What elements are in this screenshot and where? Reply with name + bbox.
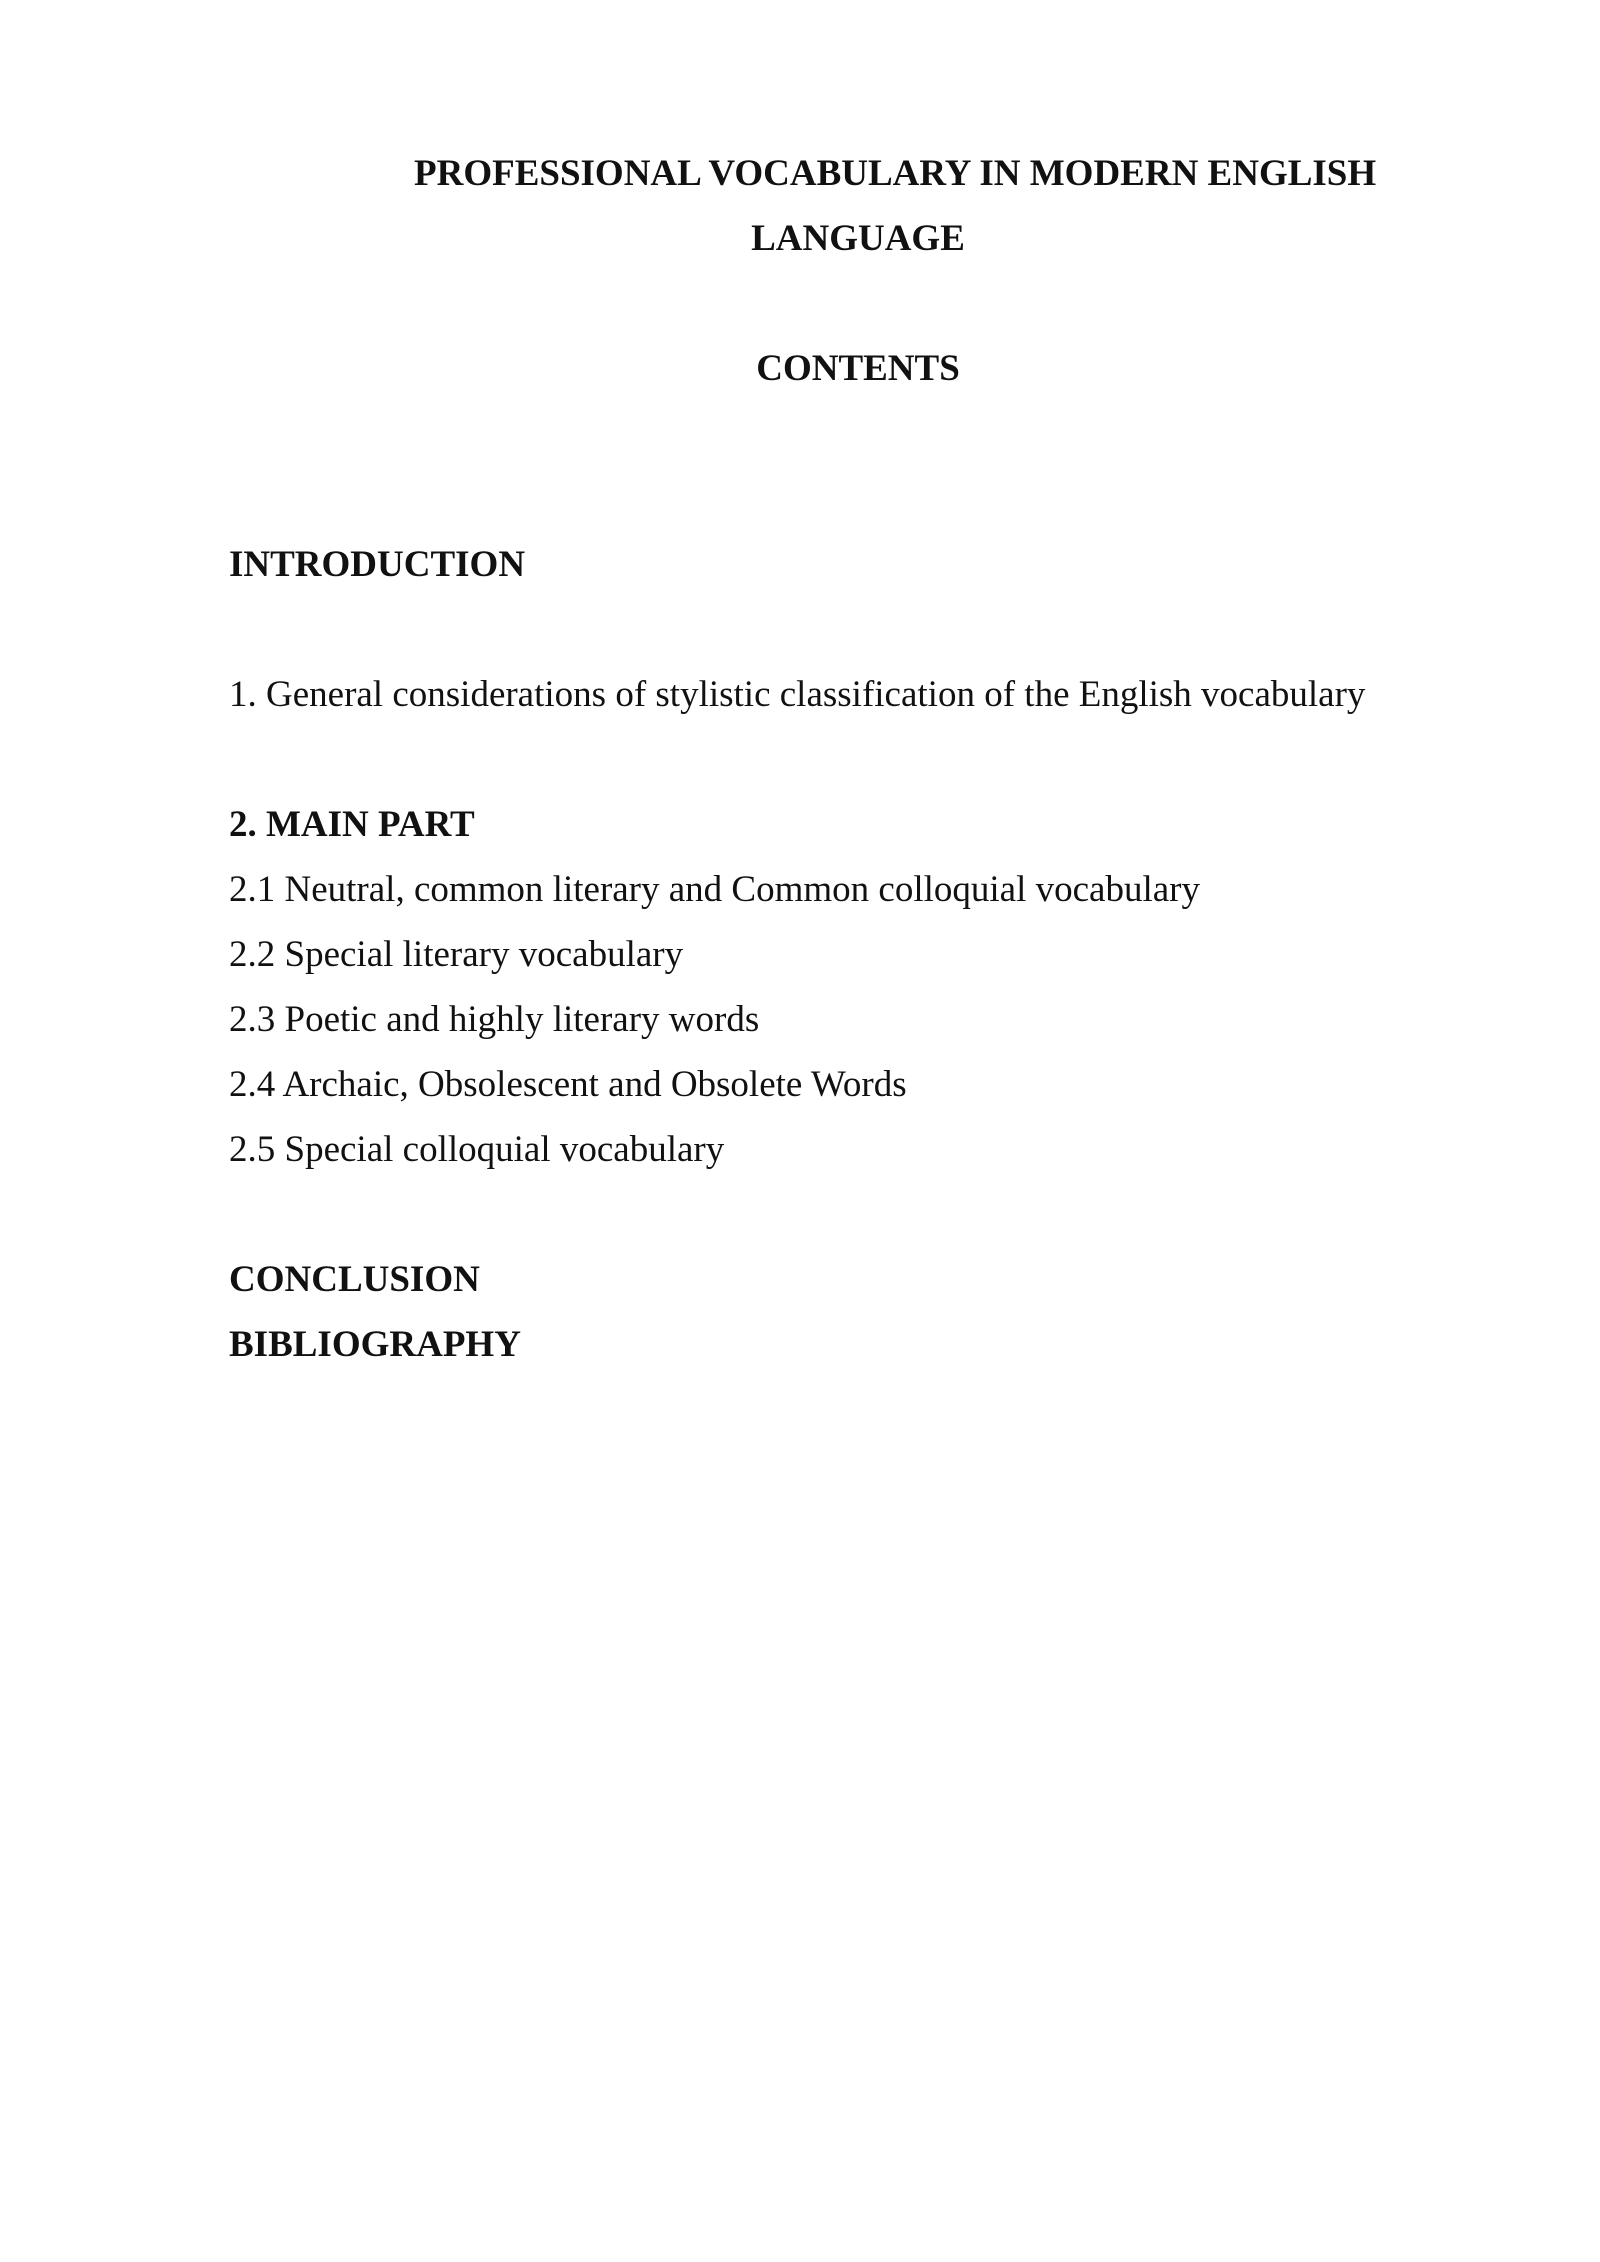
contents-heading: CONTENTS <box>756 348 960 389</box>
toc-item-2-1: 2.1 Neutral, common literary and Common colloquial vocabulary <box>229 869 1200 910</box>
toc-introduction: INTRODUCTION <box>229 544 526 585</box>
toc-item-2-3: 2.3 Poetic and highly literary words <box>229 999 760 1040</box>
toc-bibliography: BIBLIOGRAPHY <box>229 1324 521 1365</box>
document-title-line-2: LANGUAGE <box>751 218 965 259</box>
toc-item-2-4: 2.4 Archaic, Obsolescent and Obsolete Words <box>229 1064 907 1105</box>
toc-main-part: 2. MAIN PART <box>229 804 475 845</box>
toc-item-2-5: 2.5 Special colloquial vocabulary <box>229 1129 725 1170</box>
toc-item-2-2: 2.2 Special literary vocabulary <box>229 934 684 975</box>
toc-item-1: 1. General considerations of stylistic classification of the English vocabulary <box>229 674 1366 715</box>
toc-conclusion: CONCLUSION <box>229 1259 480 1300</box>
document-title-line-1: PROFESSIONAL VOCABULARY IN MODERN ENGLISH <box>414 153 1377 194</box>
